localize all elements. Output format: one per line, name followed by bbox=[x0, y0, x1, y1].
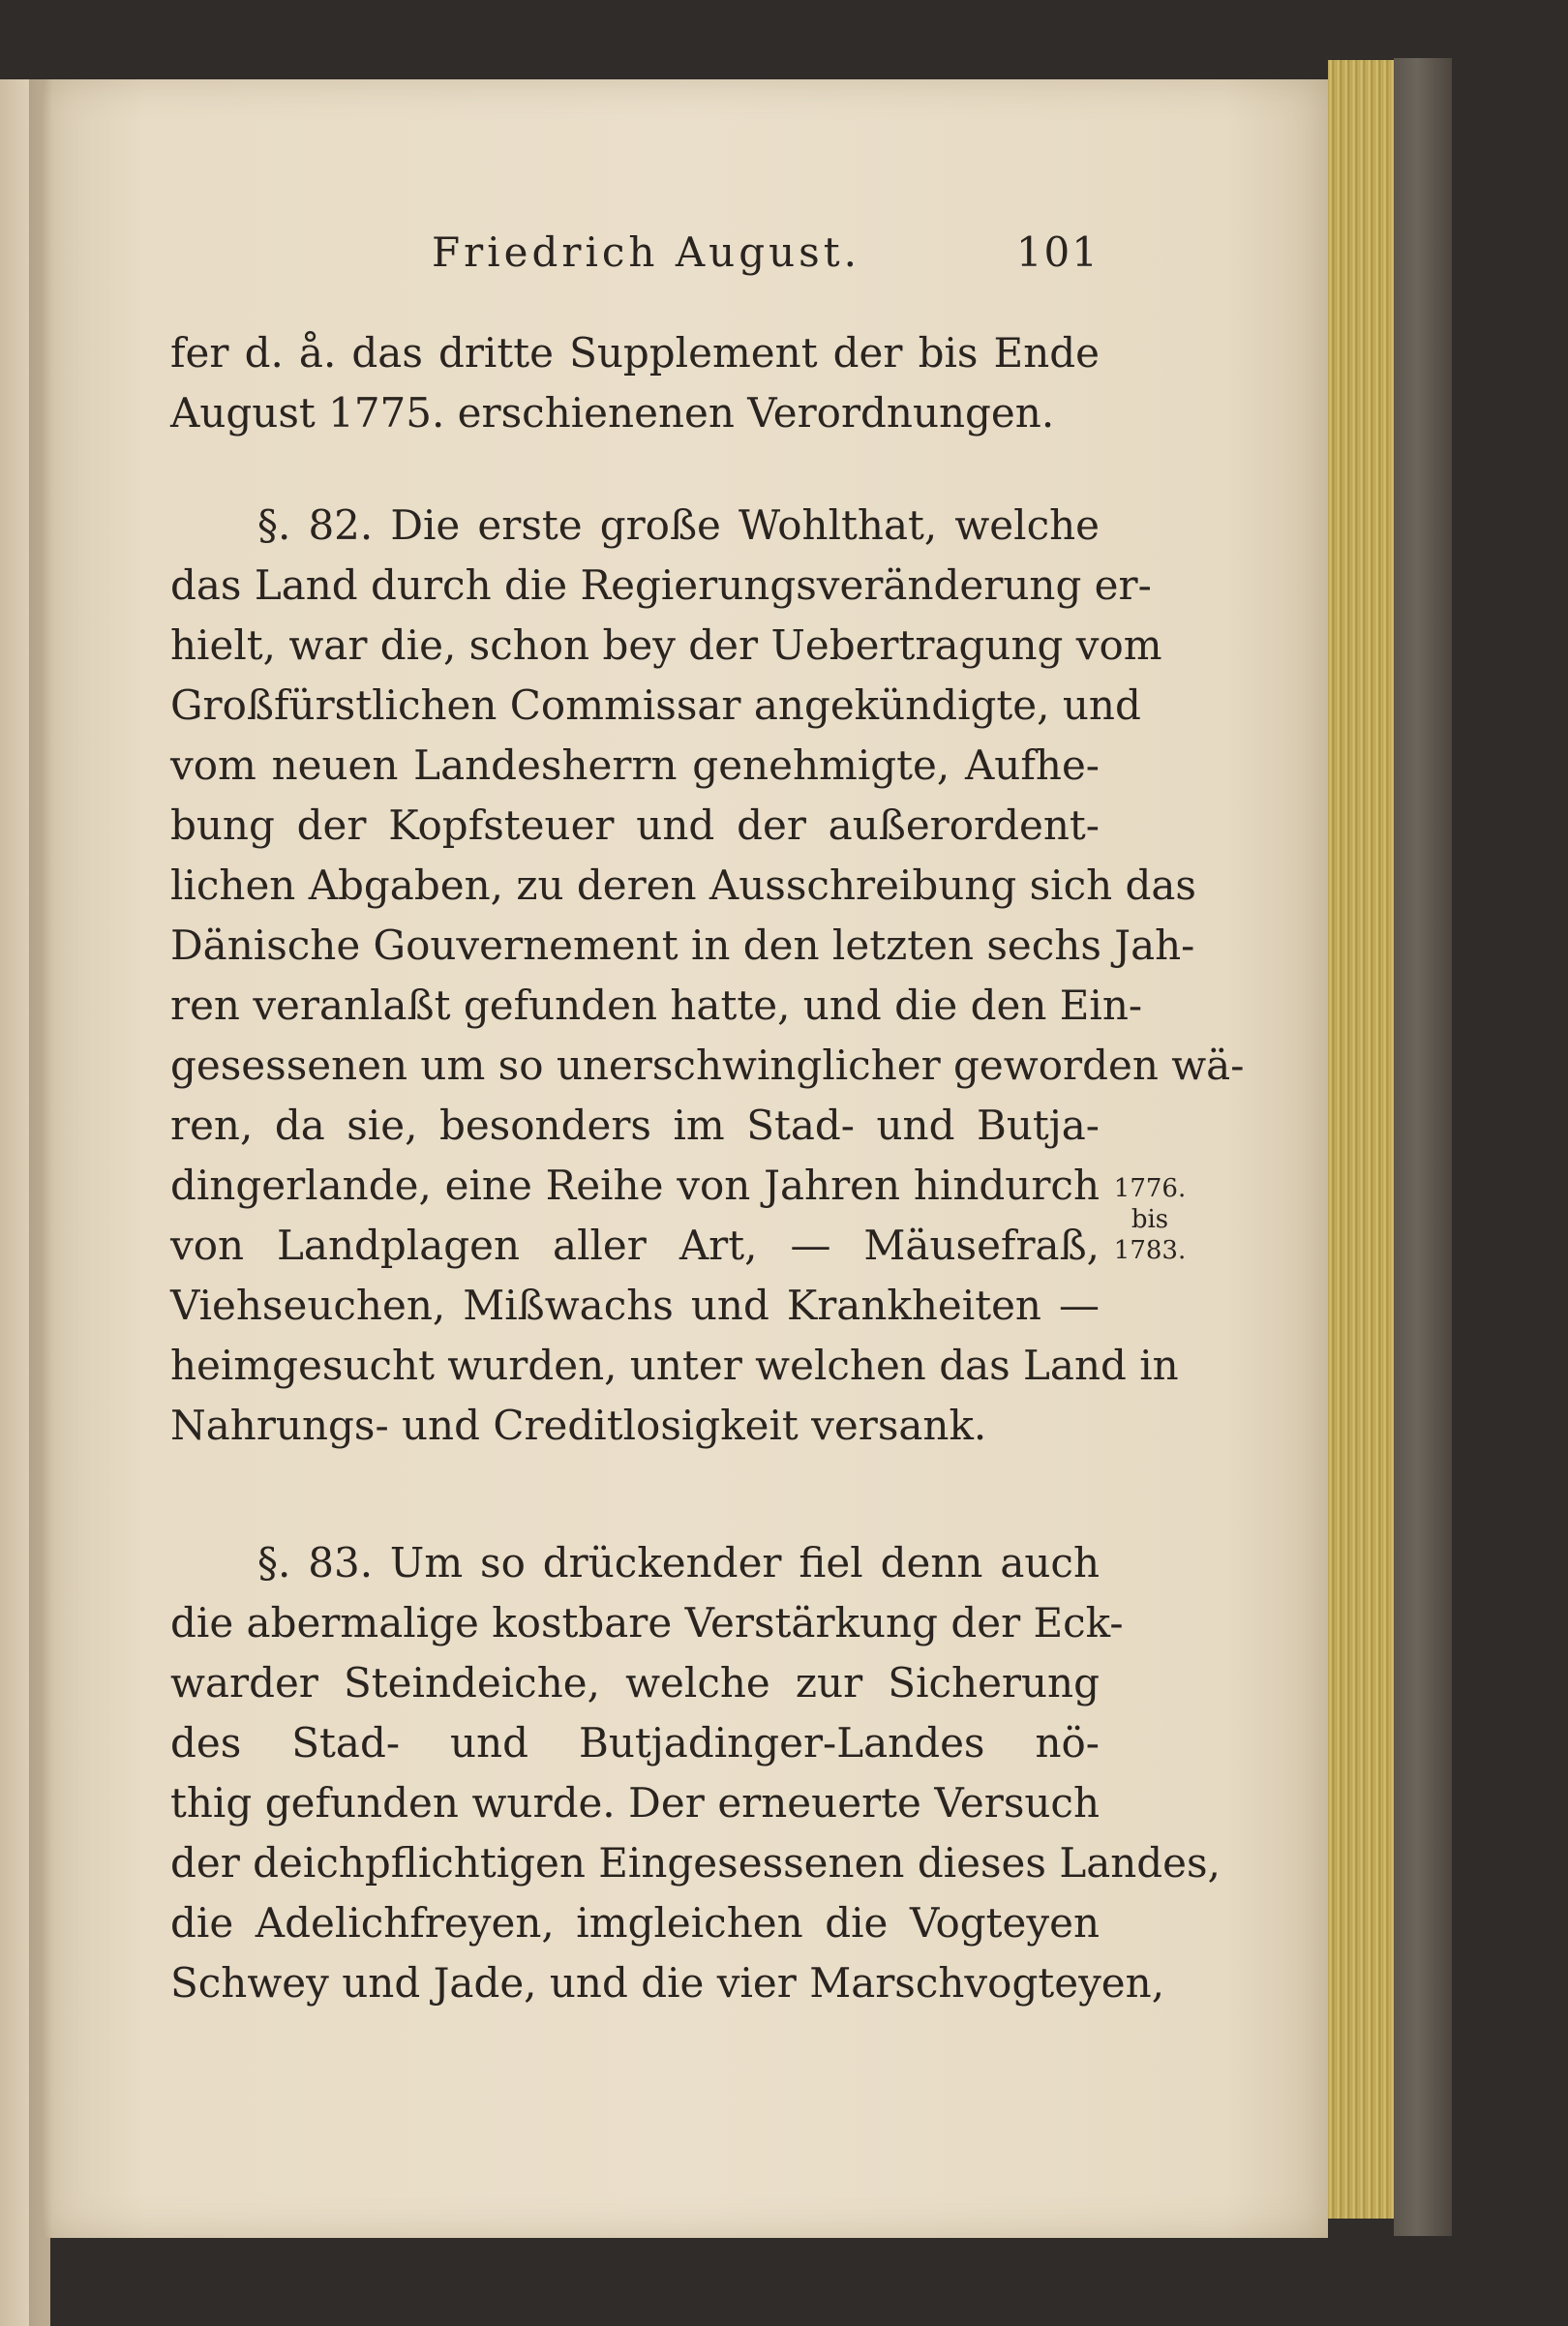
text-line: bung der Kopfsteuer und der außerordent- bbox=[170, 801, 1100, 849]
running-header bbox=[170, 228, 1100, 287]
text-line: der deichpflichtigen Eingesessenen dieses Landes, bbox=[170, 1839, 1221, 1887]
text-line: Schwey und Jade, und die vier Marschvogteyen, bbox=[170, 1959, 1165, 2007]
text-line: gesessenen um so unerschwinglicher geworden wä- bbox=[170, 1042, 1245, 1089]
text-line: von Landplagen aller Art, — Mäusefraß, bbox=[170, 1222, 1100, 1269]
page-gutter-shadow bbox=[29, 79, 52, 2326]
text-line: Nahrungs- und Creditlosigkeit versank. bbox=[170, 1402, 987, 1449]
margin-note-from: 1776. bbox=[1113, 1174, 1187, 1203]
paragraph-continuation bbox=[170, 329, 1100, 449]
text-line: vom neuen Landesherrn genehmigte, Aufhe- bbox=[170, 741, 1100, 789]
text-line: §. 82. Die erste große Wohlthat, welche bbox=[257, 501, 1100, 549]
margin-note-years bbox=[1111, 1173, 1189, 1266]
text-line: dingerlande, eine Reihe von Jahren hindurch bbox=[170, 1162, 1100, 1209]
text-line: Großfürstlichen Commissar angekündigte, und bbox=[170, 681, 1141, 729]
text-line: Dänische Gouvernement in den letzten sechs Jah- bbox=[170, 921, 1195, 969]
margin-note-until: 1783. bbox=[1113, 1236, 1187, 1265]
text-line: warder Steindeiche, welche zur Sicherung bbox=[170, 1659, 1100, 1707]
text-line: des Stad- und Butjadinger-Landes nö- bbox=[170, 1719, 1100, 1767]
paragraph-section-83 bbox=[170, 1539, 1221, 2019]
text-line: fer d. å. das dritte Supplement der bis Ende bbox=[170, 329, 1100, 377]
text-line: lichen Abgaben, zu deren Ausschreibung sich das bbox=[170, 861, 1196, 909]
text-line: Viehseuchen, Mißwachs und Krankheiten — bbox=[170, 1282, 1100, 1329]
text-line: die abermalige kostbare Verstärkung der Eck- bbox=[170, 1599, 1124, 1646]
text-line: ren, da sie, besonders im Stad- und Butja- bbox=[170, 1102, 1100, 1149]
text-line: das Land durch die Regierungsveränderung er- bbox=[170, 561, 1152, 609]
page-number: 101 bbox=[1015, 228, 1100, 276]
margin-note-bis: bis bbox=[1131, 1205, 1169, 1234]
text-line: §. 83. Um so drückender fiel denn auch bbox=[257, 1539, 1100, 1586]
text-line: August 1775. erschienenen Verordnungen. bbox=[170, 389, 1055, 437]
text-line: hielt, war die, schon bey der Uebertragung vom bbox=[170, 621, 1162, 669]
book-cover-edge bbox=[1394, 58, 1452, 2236]
text-line: ren veranlaßt gefunden hatte, und die den Ein- bbox=[170, 982, 1143, 1029]
text-line: thig gefunden wurde. Der erneuerte Versuch bbox=[170, 1779, 1100, 1827]
running-title: Friedrich August. bbox=[432, 228, 860, 276]
text-line: die Adelichfreyen, imgleichen die Vogteyen bbox=[170, 1899, 1100, 1947]
gilded-page-edges bbox=[1328, 60, 1396, 2219]
text-line: heimgesucht wurden, unter welchen das Land in bbox=[170, 1342, 1179, 1389]
